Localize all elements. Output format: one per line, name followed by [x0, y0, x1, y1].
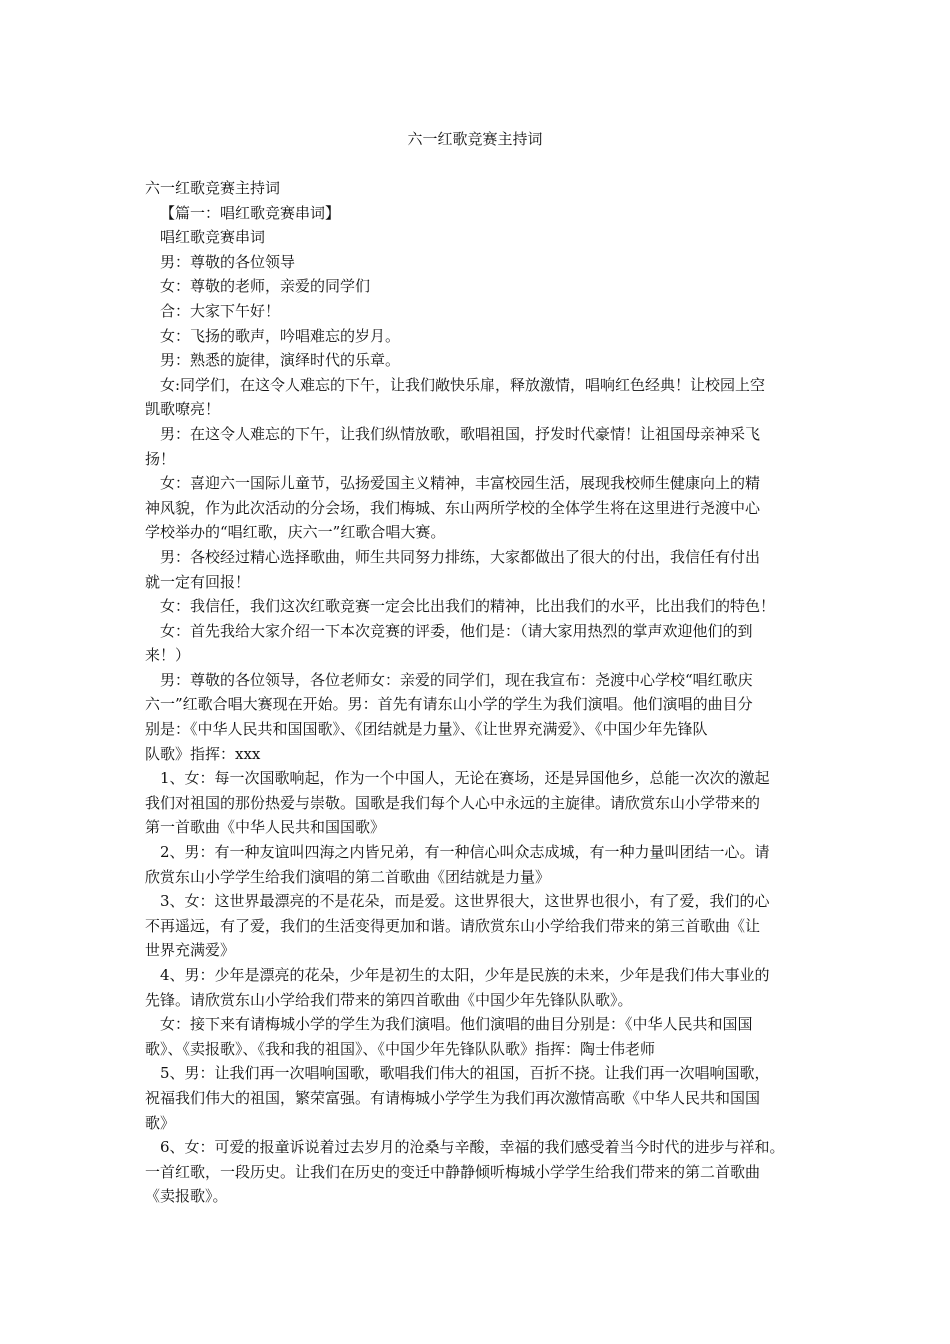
text-line: 六一”红歌合唱大赛现在开始。男：首先有请东山小学的学生为我们演唱。他们演唱的曲目分: [145, 695, 753, 714]
text-line: 女：接下来有请梅城小学的学生为我们演唱。他们演唱的曲目分别是：《中华人民共和国国: [160, 1015, 753, 1034]
text-line: 3、女：这世界最漂亮的不是花朵，而是爱。这世界很大，这世界也很小，有了爱，我们的心: [160, 892, 770, 911]
text-line: 女：飞扬的歌声，吟唱难忘的岁月。: [160, 326, 401, 345]
text-line: 歌》、《卖报歌》、《我和我的祖国》、《中国少年先锋队队歌》指挥：陶士伟老师: [145, 1039, 656, 1058]
text-line: 女：尊敬的老师，亲爱的同学们: [160, 277, 371, 296]
text-line: 《卖报歌》。: [145, 1187, 228, 1206]
text-line: 女:同学们，在这令人难忘的下午，让我们敞快乐扉，释放激情，唱响红色经典！让校园上空: [160, 375, 766, 394]
text-line: 扬！: [145, 449, 176, 468]
text-line: 5、男：让我们再一次唱响国歌，歌唱我们伟大的祖国，百折不挠。让我们再一次唱响国歌，: [160, 1064, 770, 1083]
text-line: 4、男：少年是漂亮的花朵，少年是初生的太阳，少年是民族的未来，少年是我们伟大事业的: [160, 966, 770, 984]
document-body: [145, 176, 813, 1209]
text-line: 队歌》指挥：xxx: [145, 744, 261, 763]
text-line: 不再遥远，有了爱，我们的生活变得更加和谐。请欣赏东山小学给我们带来的第三首歌曲《让: [145, 916, 761, 935]
text-line: 来！）: [145, 646, 191, 665]
text-line: 1、女：每一次国歌响起，作为一个中国人，无论在赛场，还是异国他乡，总能一次次的激起: [160, 769, 770, 788]
text-line: 欣赏东山小学学生给我们演唱的第二首歌曲《团结就是力量》: [145, 867, 551, 886]
text-line: 一首红歌，一段历史。让我们在历史的变迁中静静倾听梅城小学学生给我们带来的第二首歌曲: [145, 1162, 761, 1181]
document-title: 六一红歌竞赛主持词: [407, 130, 543, 148]
text-line: 学校举办的“唱红歌，庆六一”红歌合唱大赛。: [145, 523, 446, 542]
text-line: 神风貌，作为此次活动的分会场，我们梅城、东山两所学校的全体学生将在这里进行尧渡中心: [145, 498, 761, 517]
text-line: 第一首歌曲《中华人民共和国国歌》: [145, 818, 386, 837]
text-line: 歌》: [145, 1113, 176, 1132]
text-line: 男：在这令人难忘的下午，让我们纵情放歌，歌唱祖国，抒发时代豪情！让祖国母亲神采飞: [160, 424, 761, 443]
text-line: 祝福我们伟大的祖国，繁荣富强。有请梅城小学学生为我们再次激情高歌《中华人民共和国国: [145, 1088, 761, 1107]
text-line: 先锋。请欣赏东山小学给我们带来的第四首歌曲《中国少年先锋队队歌》。: [145, 990, 633, 1009]
text-line: 男：各校经过精心选择歌曲，师生共同努力排练，大家都做出了很大的付出，我信任有付出: [160, 547, 761, 566]
text-line: 男：尊敬的各位领导: [160, 252, 296, 271]
text-line: 2、男：有一种友谊叫四海之内皆兄弟，有一种信心叫众志成城，有一种力量叫团结一心。请: [160, 843, 770, 862]
text-line: 男：熟悉的旋律，演绎时代的乐章。: [160, 351, 401, 370]
text-line: 合：大家下午好！: [160, 301, 281, 320]
text-line: 男：尊敬的各位领导，各位老师女：亲爱的同学们，现在我宣布：尧渡中心学校“唱红歌庆: [160, 670, 753, 689]
subheading-line: 唱红歌竞赛串词: [160, 228, 266, 247]
text-line: 世界充满爱》: [145, 941, 236, 960]
heading-line: 六一红歌竞赛主持词: [145, 179, 281, 197]
text-line: 别是：《中华人民共和国国歌》、《团结就是力量》、《让世界充满爱》、《中国少年先锋队: [145, 720, 708, 739]
text-line: 我们对祖国的那份热爱与崇敬。国歌是我们每个人心中永远的主旋律。请欣赏东山小学带来的: [145, 793, 761, 812]
text-line: 就一定有回报！: [145, 572, 251, 591]
text-line: 女：首先我给大家介绍一下本次竞赛的评委，他们是：（请大家用热烈的掌声欢迎他们的到: [160, 621, 753, 640]
text-line: 女：喜迎六一国际儿童节，弘扬爱国主义精神，丰富校园生活，展现我校师生健康向上的精: [160, 474, 761, 493]
section-heading: 【篇一：唱红歌竞赛串词】: [160, 203, 341, 222]
text-line: 凯歌嘹亮！: [145, 400, 221, 419]
text-line: 女：我信任，我们这次红歌竞赛一定会比出我们的精神，比出我们的水平，比出我们的特色！: [160, 597, 776, 616]
text-line: 6、女：可爱的报童诉说着过去岁月的沧桑与辛酸，幸福的我们感受着当今时代的进步与祥和。: [160, 1138, 785, 1157]
